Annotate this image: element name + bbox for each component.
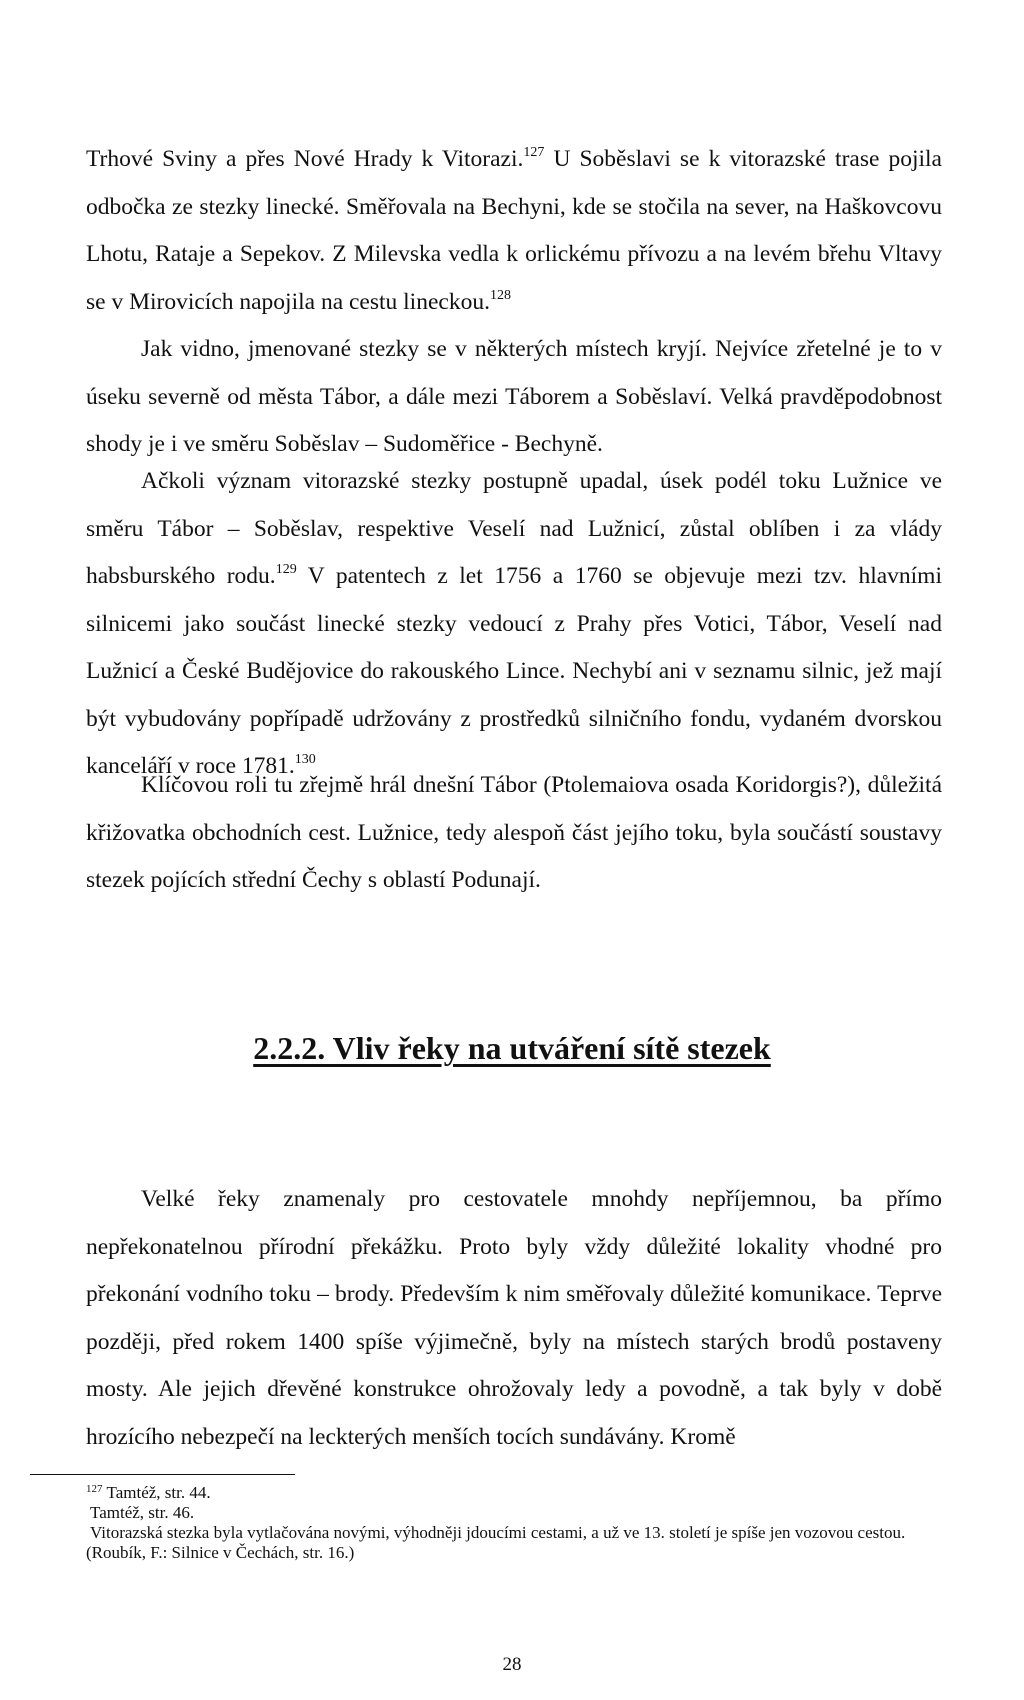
- footnotes: [86, 1483, 956, 1563]
- section-heading: 2.2.2. Vliv řeky na utváření sítě stezek: [253, 1030, 771, 1066]
- paragraph-text: Jak vidno, jmenované stezky se v některých místech kryjí. Nejvíce zřetelné je to v úseku severně od města Tábor, a dále mezi Táborem a Soběslaví. Velká pravděpodobnost shody je i ve směru Soběslav – Sudoměřice - Bechyně.: [86, 336, 942, 457]
- page-number: 28: [502, 1654, 522, 1675]
- paragraph-text: Klíčovou roli tu zřejmě hrál dnešní Tábor (Ptolemaiova osada Koridorgis?), důležitá křižovatka obchodních cest. Lužnice, tedy alespoň část jejího toku, byla součástí soustavy stezek pojících střední Čechy s oblastí Podunají.: [86, 772, 942, 893]
- paragraph-text: Ačkoli význam vitorazské stezky postupně upadal, úsek podél toku Lužnice ve směru Tábor – Soběslav, respektive Veselí nad Lužnicí, zůstal oblíben i za vlády habsburského rodu.: [86, 468, 942, 589]
- footnote-text: Tamtéž, str. 46.: [90, 1503, 195, 1522]
- footnote-text: Vitorazská stezka byla vytlačována novými, výhodněji jdoucími cestami, a už ve 13. století je spíše jen vozovou cestou. (Roubík, F.: Silnice v Čechách, str. 16.): [86, 1523, 906, 1562]
- footnote-ref: 129: [275, 562, 297, 577]
- section-paragraph: Velké řeky znamenaly pro cestovatele mnohdy nepříjemnou, ba přímo nepřekonatelnou přírodní překážku. Proto byly vždy důležité lokality vhodné pro překonání vodního toku – brody. Především k nim směřovaly důležité komunikace. Teprve později, před rokem 1400 spíše výjimečně, byly na místech starých brodů postaveny mosty. Ale jejich dřevěné konstrukce ohrožovaly ledy a povodně, a tak byly v době hrozícího nebezpečí na leckterých menších tocích sundávány. Kromě: [86, 1186, 942, 1450]
- paragraph-text: U Soběslavi se k vitorazské trase pojila odbočka ze stezky linecké. Směřovala na Bechyni, kde se stočila na sever, na Haškovcovu Lhotu, Rataje a Sepekov. Z Milevska vedla k orlickému přívozu a na levém břehu Vltavy se v Mirovicích napojila na cestu lineckou.: [86, 146, 942, 315]
- footnote: [86, 1523, 956, 1563]
- footnote-ref: 128: [489, 287, 511, 303]
- footnote-ref: 127: [523, 145, 545, 160]
- footnote: [86, 1503, 956, 1523]
- paragraph-4: [86, 762, 942, 905]
- footnote-divider: [30, 1474, 295, 1475]
- footnote-ref: 130: [294, 752, 316, 767]
- footnote: [86, 1483, 956, 1503]
- paragraph-2: [86, 326, 942, 469]
- paragraph-1: [86, 136, 942, 326]
- paragraph-3: [86, 458, 942, 791]
- footnote-text: Tamtéž, str. 44.: [106, 1483, 211, 1502]
- footnote-number: 127: [86, 1483, 103, 1495]
- paragraph-text: V patentech z let 1756 a 1760 se objevuje mezi tzv. hlavními silnicemi jako součást linecké stezky vedoucí z Prahy přes Votici, Tábor, Veselí nad Lužnicí a České Budějovice do rakouského Lince. Nechybí ani v seznamu silnic, jež mají být vybudovány popřípadě udržovány z prostředků silničního fondu, vydaném dvorskou kanceláří v roce 1781.: [86, 563, 942, 779]
- paragraph-text: Trhové Sviny a přes Nové Hrady k Vitorazi.: [86, 146, 524, 172]
